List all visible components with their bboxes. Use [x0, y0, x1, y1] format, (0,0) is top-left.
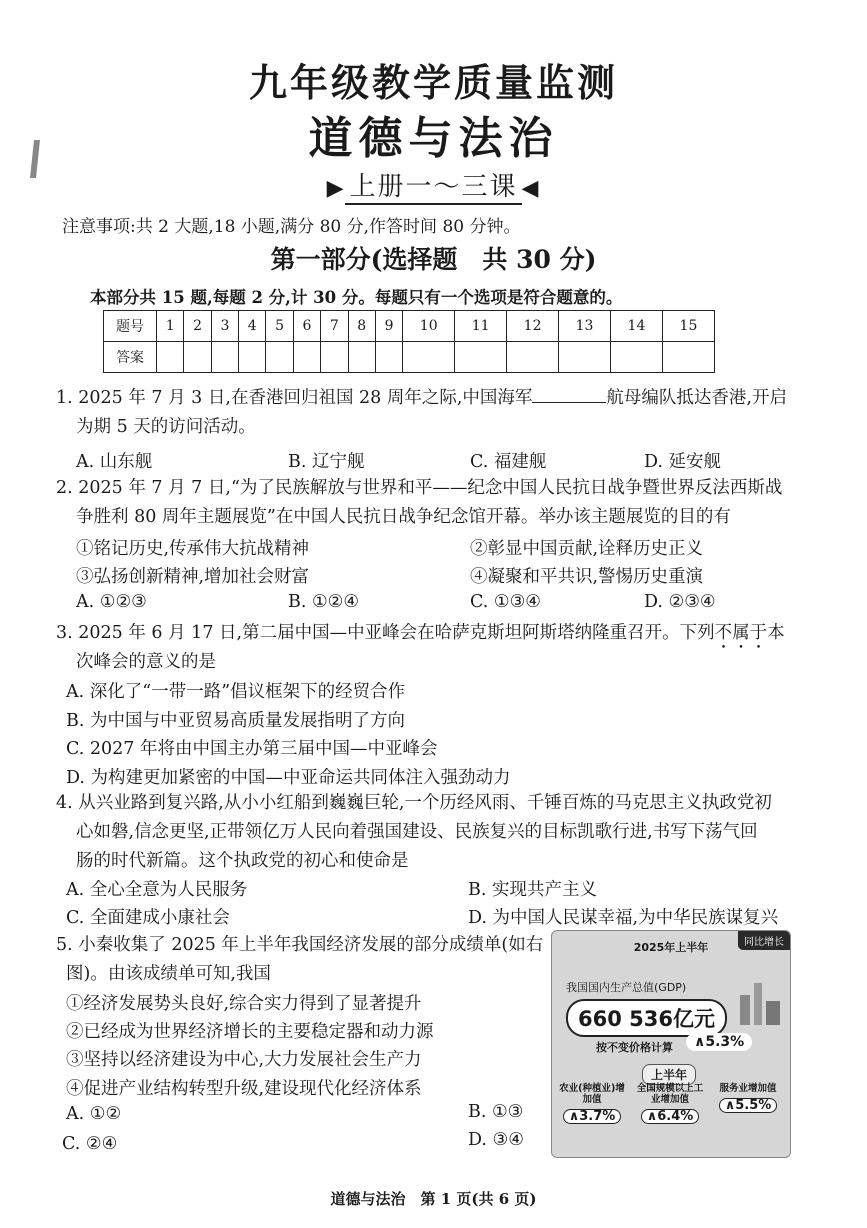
gdp-value: 660 536亿元	[566, 999, 727, 1037]
q4-option-a[interactable]: A. 全心全意为人民服务	[66, 880, 248, 900]
q5-statement-4: ④促进产业结构转型升级,建设现代化经济体系	[66, 1079, 422, 1099]
services-label: 服务业增加值	[719, 1083, 777, 1094]
answer-table-number: 8	[348, 311, 375, 342]
gdp-label: 我国国内生产总值(GDP)	[566, 981, 687, 994]
industry-value: ∧6.4%	[641, 1109, 700, 1124]
q1-stem-part: 1. 2025 年 7 月 3 日,在香港回归祖国 28 周年之际,中国海军	[56, 388, 533, 408]
q5-statement-1: ①经济发展势头良好,综合实力得到了显著提升	[66, 994, 422, 1014]
q3-emphasis: 不属于	[714, 623, 768, 643]
q3-option-b[interactable]: B. 为中国与中亚贸易高质量发展指明了方向	[66, 711, 405, 731]
answer-table-number: 10	[403, 311, 455, 342]
answer-table-number-row	[104, 311, 715, 342]
answer-cell[interactable]	[348, 342, 375, 373]
q1-option-c[interactable]: C. 福建舰	[470, 452, 547, 472]
factory-icon	[736, 975, 784, 1027]
q1-stem-line2: 为期 5 天的访问活动。	[76, 417, 256, 437]
scope-banner	[0, 166, 867, 205]
q4-option-d[interactable]: D. 为中国人民谋幸福,为中华民族谋复兴	[468, 908, 779, 928]
q5-option-d[interactable]: D. ③④	[468, 1130, 524, 1150]
answer-table-number: 2	[184, 311, 211, 342]
answer-table-number: 11	[455, 311, 507, 342]
q3-option-a[interactable]: A. 深化了“一带一路”倡议框架下的经贸合作	[66, 682, 406, 702]
answer-table-number: 4	[239, 311, 266, 342]
answer-cell[interactable]	[375, 342, 402, 373]
q3-stem-line2: 次峰会的意义的是	[76, 652, 216, 672]
q3-stem-part: 3. 2025 年 6 月 17 日,第二届中国—中亚峰会在哈萨克斯坦阿斯塔纳隆重召开。下列	[56, 623, 715, 643]
answer-table-number: 5	[266, 311, 293, 342]
answer-cell[interactable]	[507, 342, 559, 373]
gdp-growth-rate: ∧5.3%	[686, 1033, 752, 1051]
q5-stem-line2: 图)。由该成绩单可知,我国	[66, 964, 271, 984]
industry-column	[634, 1083, 706, 1124]
q1-option-d[interactable]: D. 延安舰	[644, 452, 722, 472]
answer-table-number: 9	[375, 311, 402, 342]
answer-table-number: 15	[662, 311, 714, 342]
q5-option-a[interactable]: A. ①②	[66, 1104, 122, 1124]
q4-option-b[interactable]: B. 实现共产主义	[468, 880, 597, 900]
answer-cell[interactable]	[403, 342, 455, 373]
q2-statement-2: ②彰显中国贡献,诠释历史正义	[470, 539, 704, 559]
q3-option-c[interactable]: C. 2027 年将由中国主办第三届中国—中亚峰会	[66, 739, 438, 759]
page-footer: 道德与法治 第 1 页(共 6 页)	[330, 1190, 537, 1208]
answer-cell[interactable]	[157, 342, 184, 373]
exam-title: 九年级教学质量监测	[248, 60, 618, 105]
answer-table-number: 13	[559, 311, 611, 342]
answer-cell[interactable]	[211, 342, 238, 373]
answer-cell[interactable]	[455, 342, 507, 373]
constant-price-note: 按不变价格计算	[596, 1041, 673, 1054]
answer-cell[interactable]	[321, 342, 348, 373]
q3-option-d[interactable]: D. 为构建更加紧密的中国—中亚命运共同体注入强劲动力	[66, 768, 511, 788]
answer-table-number-label: 题号	[104, 311, 157, 342]
answer-cell[interactable]	[239, 342, 266, 373]
q1-stem-line1	[56, 384, 787, 413]
q4-stem-line2: 心如磐,信念更坚,正带领亿万人民向着强国建设、民族复兴的目标凯歌行进,书写下荡气回	[76, 822, 758, 842]
part1-instruction: 本部分共 15 题,每题 2 分,计 30 分。每题只有一个选项是符合题意的。	[90, 288, 623, 307]
agriculture-value: ∧3.7%	[563, 1109, 622, 1124]
answer-table-number: 14	[610, 311, 662, 342]
economy-scorecard-figure	[551, 930, 791, 1158]
yoy-growth-tag: 同比增长	[738, 931, 790, 950]
answer-table-number: 6	[293, 311, 320, 342]
services-value: ∧5.5%	[719, 1098, 778, 1113]
first-half-label: 上半年	[642, 1064, 696, 1085]
q5-statement-3: ③坚持以经济建设为中心,大力发展社会生产力	[66, 1050, 422, 1070]
answer-table-number: 12	[507, 311, 559, 342]
q2-option-c[interactable]: C. ①③④	[470, 592, 541, 612]
answer-table-number: 1	[157, 311, 184, 342]
agriculture-column	[556, 1083, 628, 1124]
part1-title: 第一部分(选择题 共 30 分)	[270, 245, 597, 274]
q2-option-a[interactable]: A. ①②③	[76, 592, 147, 612]
subject-title: 道德与法治	[308, 113, 559, 164]
answer-cell[interactable]	[266, 342, 293, 373]
q2-statement-4: ④凝聚和平共识,警惕历史重演	[470, 567, 704, 587]
answer-table-answer-row	[104, 342, 715, 373]
q4-option-c[interactable]: C. 全面建成小康社会	[66, 908, 230, 928]
q1-option-a[interactable]: A. 山东舰	[76, 452, 153, 472]
triangle-left-icon: ◀	[521, 176, 541, 201]
q2-option-d[interactable]: D. ②③④	[644, 592, 716, 612]
q5-option-c[interactable]: C. ②④	[62, 1134, 118, 1154]
agriculture-label: 农业(种植业)增加值	[559, 1083, 625, 1105]
q2-statement-1: ①铭记历史,传承伟大抗战精神	[76, 539, 310, 559]
q5-statement-2: ②已经成为世界经济增长的主要稳定器和动力源	[66, 1022, 434, 1042]
scorecard-heading: 2025年上半年	[633, 941, 709, 954]
q1-option-b[interactable]: B. 辽宁舰	[288, 452, 365, 472]
answer-cell[interactable]	[610, 342, 662, 373]
scope-text: 上册一～三课	[345, 166, 521, 205]
answer-cell[interactable]	[662, 342, 714, 373]
q2-stem-line1: 2. 2025 年 7 月 7 日,“为了民族解放与世界和平——纪念中国人民抗日战争暨世界反法西斯战	[56, 478, 783, 498]
triangle-right-icon: ▶	[326, 176, 346, 201]
answer-table-answer-label: 答案	[104, 342, 157, 373]
answer-table	[103, 310, 715, 373]
q4-stem-line3: 肠的时代新篇。这个执政党的初心和使命是	[76, 851, 409, 871]
q2-stem-line2: 争胜利 80 周年主题展览”在中国人民抗日战争纪念馆开幕。举办该主题展览的目的有	[76, 507, 731, 527]
answer-cell[interactable]	[293, 342, 320, 373]
notice-text: 注意事项:共 2 大题,18 小题,满分 80 分,作答时间 80 分钟。	[62, 217, 521, 237]
q5-option-b[interactable]: B. ①③	[468, 1102, 524, 1122]
answer-cell[interactable]	[184, 342, 211, 373]
q5-stem-line1: 5. 小秦收集了 2025 年上半年我国经济发展的部分成绩单(如右	[56, 935, 544, 955]
q4-stem-line1: 4. 从兴业路到复兴路,从小小红船到巍巍巨轮,一个历经风雨、千锤百炼的马克思主义执政党初	[56, 793, 772, 813]
industry-label: 全国规模以上工业增加值	[636, 1083, 704, 1105]
q1-stem-part: 航母编队抵达香港,开启	[606, 388, 787, 408]
answer-cell[interactable]	[559, 342, 611, 373]
answer-table-number: 3	[211, 311, 238, 342]
q2-option-b[interactable]: B. ①②④	[288, 592, 360, 612]
services-column	[712, 1083, 784, 1113]
answer-table-number: 7	[321, 311, 348, 342]
q3-stem-part: 本	[767, 623, 785, 643]
q1-blank[interactable]	[532, 384, 606, 403]
q2-statement-3: ③弘扬创新精神,增加社会财富	[76, 567, 310, 587]
